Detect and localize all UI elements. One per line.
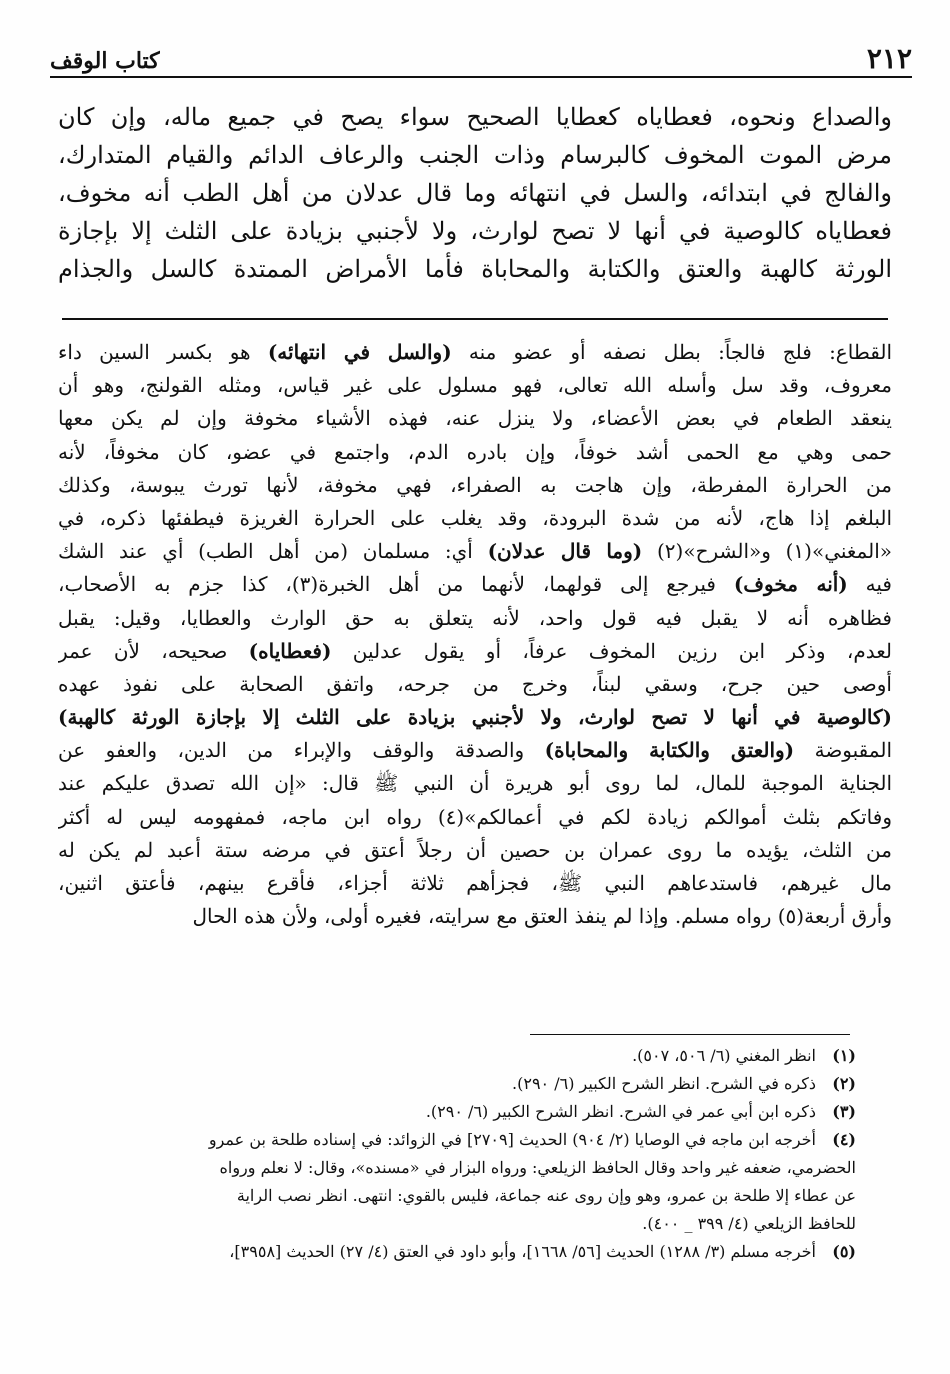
commentary-line bbox=[58, 867, 892, 900]
footnote-text: عن عطاء إلا طلحة بن عمرو، وهو وإن روى عنه جماعة، فليس بالقوي: انتهى. انظر نصب الراية bbox=[236, 1186, 856, 1205]
matn-quote: (والعتق والكتابة والمحاباة) bbox=[544, 738, 795, 763]
matn-quote: (أنه مخوف) bbox=[733, 572, 848, 597]
matn-quote: (والسل في انتهائه) bbox=[267, 340, 452, 364]
footnote-text: ذكره في الشرح. انظر الشرح الكبير (٦/ ٢٩٠). bbox=[512, 1074, 816, 1093]
commentary-segment: المقبوضة bbox=[794, 738, 892, 763]
page-number: ٢١٢ bbox=[866, 42, 912, 75]
commentary-line bbox=[58, 469, 892, 502]
main-line: فعطاياه كالوصية في أنها لا تصح لوارث، ولا لأجنبي بزيادة على الثلث إلا بإجازة bbox=[58, 217, 892, 245]
footnote-line bbox=[50, 1182, 856, 1210]
main-line: والصداع ونحوه، فعطاياه كعطايا الصحيح سواء يصح في جميع ماله، وإن كان bbox=[58, 103, 892, 131]
commentary-segment: معروف، وقد سل وأسله الله تعالى، فهو مسلول على غير قياس، ومثله القولنج، وهو أن bbox=[58, 373, 892, 398]
commentary-segment: من الحرارة المفرطة، وإن هاجت به الصفراء، فهي مخوفة، لأنها تورث يبوسة، وكذلك bbox=[58, 472, 892, 497]
book-title: كتاب الوقف bbox=[50, 48, 160, 74]
matn-quote: (كالوصية في أنها لا تصح لوارث، ولا لأجنبي بزيادة على الثلث إلا بإجازة الورثة كالهبة) bbox=[58, 705, 892, 730]
commentary-line bbox=[58, 701, 892, 734]
footnote-number: (٥) bbox=[832, 1242, 856, 1261]
footnote-line bbox=[50, 1098, 856, 1126]
commentary-line bbox=[58, 535, 892, 568]
footnote-text: ذكره ابن أبي عمر في الشرح. انظر الشرح الكبير (٦/ ٢٩٠). bbox=[425, 1102, 816, 1121]
footnote-number: (٢) bbox=[832, 1074, 856, 1093]
commentary-segment: القطاع: فلج فالجاً: بطل نصفه أو عضو منه bbox=[451, 340, 892, 364]
main-text bbox=[58, 98, 892, 288]
commentary-line bbox=[58, 834, 892, 867]
matn-quote: (فعطاياه) bbox=[248, 638, 332, 663]
commentary-segment: البلغم إذا هاج، لأنه من شدة البرودة، وقد يغلب على الحرارة الغريزة فيطفئها ذكره، في bbox=[58, 505, 892, 530]
footnote-line bbox=[50, 1126, 856, 1154]
commentary-segment: وفاتكم بثلث أموالكم زيادة لكم في أعمالكم»(٤) رواه ابن ماجه، فمفهومه ليس له أكثر bbox=[58, 804, 892, 829]
commentary-segment: من الثلث، يؤيده ما روى عمران بن حصين أن رجلاً أعتق في مرضه ستة أعبد لم يكن له bbox=[58, 837, 892, 862]
commentary-segment: فيه bbox=[847, 572, 892, 597]
commentary-segment: «المغني»(١) و«الشرح»(٢) bbox=[642, 539, 892, 564]
commentary-segment: أوصى حين جرح، وسقي لبناً، وخرج من جرحه، واتفق الصحابة على نفوذ عهده bbox=[58, 671, 892, 696]
commentary-line bbox=[58, 900, 892, 933]
commentary-segment: لعدم، وذكر ابن رزين المخوف عرفاً، أو يقول عدلين bbox=[331, 638, 892, 663]
main-line: والفالج في ابتدائه، والسل في انتهائه وما قال عدلان من أهل الطب أنه مخوف، bbox=[58, 179, 892, 207]
footnote-line bbox=[50, 1154, 856, 1182]
commentary-line bbox=[58, 767, 892, 800]
commentary-line bbox=[58, 668, 892, 701]
commentary-segment: حمى وهي مع الحمى أشد خوفاً، وإن بادره الدم، واجتمع في عضو، كان مخوفاً، لأنه bbox=[58, 439, 892, 464]
commentary-segment: ينعقد الطعام في بعض الأعضاء، ولا ينزل عنه، فهذه الأشياء مخوفة وإن لم يكن معها bbox=[58, 406, 892, 431]
commentary-line bbox=[58, 502, 892, 535]
footnote-line bbox=[50, 1238, 856, 1266]
commentary-segment: وأرق أربعة(٥) رواه مسلم. وإذا لم ينفذ العتق مع سرايته، فغيره أولى، ولأن هذه الحال bbox=[192, 904, 892, 929]
footnote-text: الحضرمي، ضعفه غير واحد وقال الحافظ الزيلعي: ورواه البزار في «مسنده»، وقال: لا نعلم ورواه bbox=[219, 1158, 856, 1177]
commentary-segment: أي: مسلمان (من أهل الطب) أي عند الشك bbox=[58, 539, 488, 564]
footnote-number: (٤) bbox=[832, 1130, 856, 1149]
text-separator bbox=[62, 318, 888, 320]
footnote-line bbox=[50, 1210, 856, 1238]
commentary-line bbox=[58, 369, 892, 402]
matn-quote: (وما قال عدلان) bbox=[487, 539, 643, 564]
commentary-segment: فيرجع إلى قولهما، لأنهما من أهل الخبرة(٣)، كذا جزم به الأصحاب، bbox=[58, 572, 734, 597]
commentary-segment: مال غيرهم، فاستدعاهم النبي ﷺ، فجزأهم ثلاثة أجزاء، فأقرع بينهم، فأعتق اثنين، bbox=[58, 871, 892, 895]
footnote-number: (٣) bbox=[832, 1102, 856, 1121]
commentary-segment: فظاهره أنه لا يقبل فيه قول واحد، لأنه يتعلق به حق الوارث والعطايا، وقيل: يقبل bbox=[58, 605, 892, 630]
commentary-segment: الجناية الموجبة للمال، لما روى أبو هريرة أن النبي ﷺ قال: «إن الله تصدق عليكم عند bbox=[58, 771, 892, 796]
footnote-text: انظر المغني (٦/ ٥٠٦، ٥٠٧). bbox=[632, 1046, 816, 1065]
commentary-line bbox=[58, 402, 892, 435]
footnote-number: (١) bbox=[832, 1046, 856, 1065]
commentary-line bbox=[58, 568, 892, 601]
commentary-segment: والصدقة والوقف والإبراء من الدين، والعفو عن bbox=[58, 738, 545, 763]
main-line: الورثة كالهبة والعتق والكتابة والمحاباة فأما الأمراض الممتدة كالسل والجذام bbox=[58, 255, 892, 283]
footnote-text: أخرجه مسلم (٣/ ١٢٨٨) الحديث [٥٦/ ١٦٦٨]، وأبو داود في العتق (٤/ ٢٧) الحديث [٣٩٥٨]، bbox=[229, 1242, 816, 1261]
footnote-text: للحافظ الزيلعي (٤/ ٣٩٩ _ ٤٠٠). bbox=[642, 1214, 856, 1233]
main-line: مرض الموت المخوف كالبرسام وذات الجنب والرعاف الدائم والقيام المتدارك، bbox=[58, 141, 892, 169]
commentary-line bbox=[58, 336, 892, 369]
commentary-segment: صحيحه، لأن عمر bbox=[58, 638, 249, 663]
footnote-separator bbox=[530, 1034, 850, 1035]
footnote-line bbox=[50, 1070, 856, 1098]
footnote-line bbox=[50, 1042, 856, 1070]
commentary-segment: هو بكسر السين داء bbox=[58, 340, 268, 364]
commentary-line bbox=[58, 635, 892, 668]
footnote-text: أخرجه ابن ماجه في الوصايا (٢/ ٩٠٤) الحديث [٢٧٠٩] في الزوائد: في إسناده طلحة بن عمرو bbox=[208, 1130, 816, 1149]
commentary-line bbox=[58, 602, 892, 635]
commentary-line bbox=[58, 734, 892, 767]
commentary-line bbox=[58, 801, 892, 834]
commentary-line bbox=[58, 436, 892, 469]
page-header bbox=[50, 40, 912, 78]
commentary-text bbox=[58, 336, 892, 933]
footnotes bbox=[50, 1042, 856, 1266]
